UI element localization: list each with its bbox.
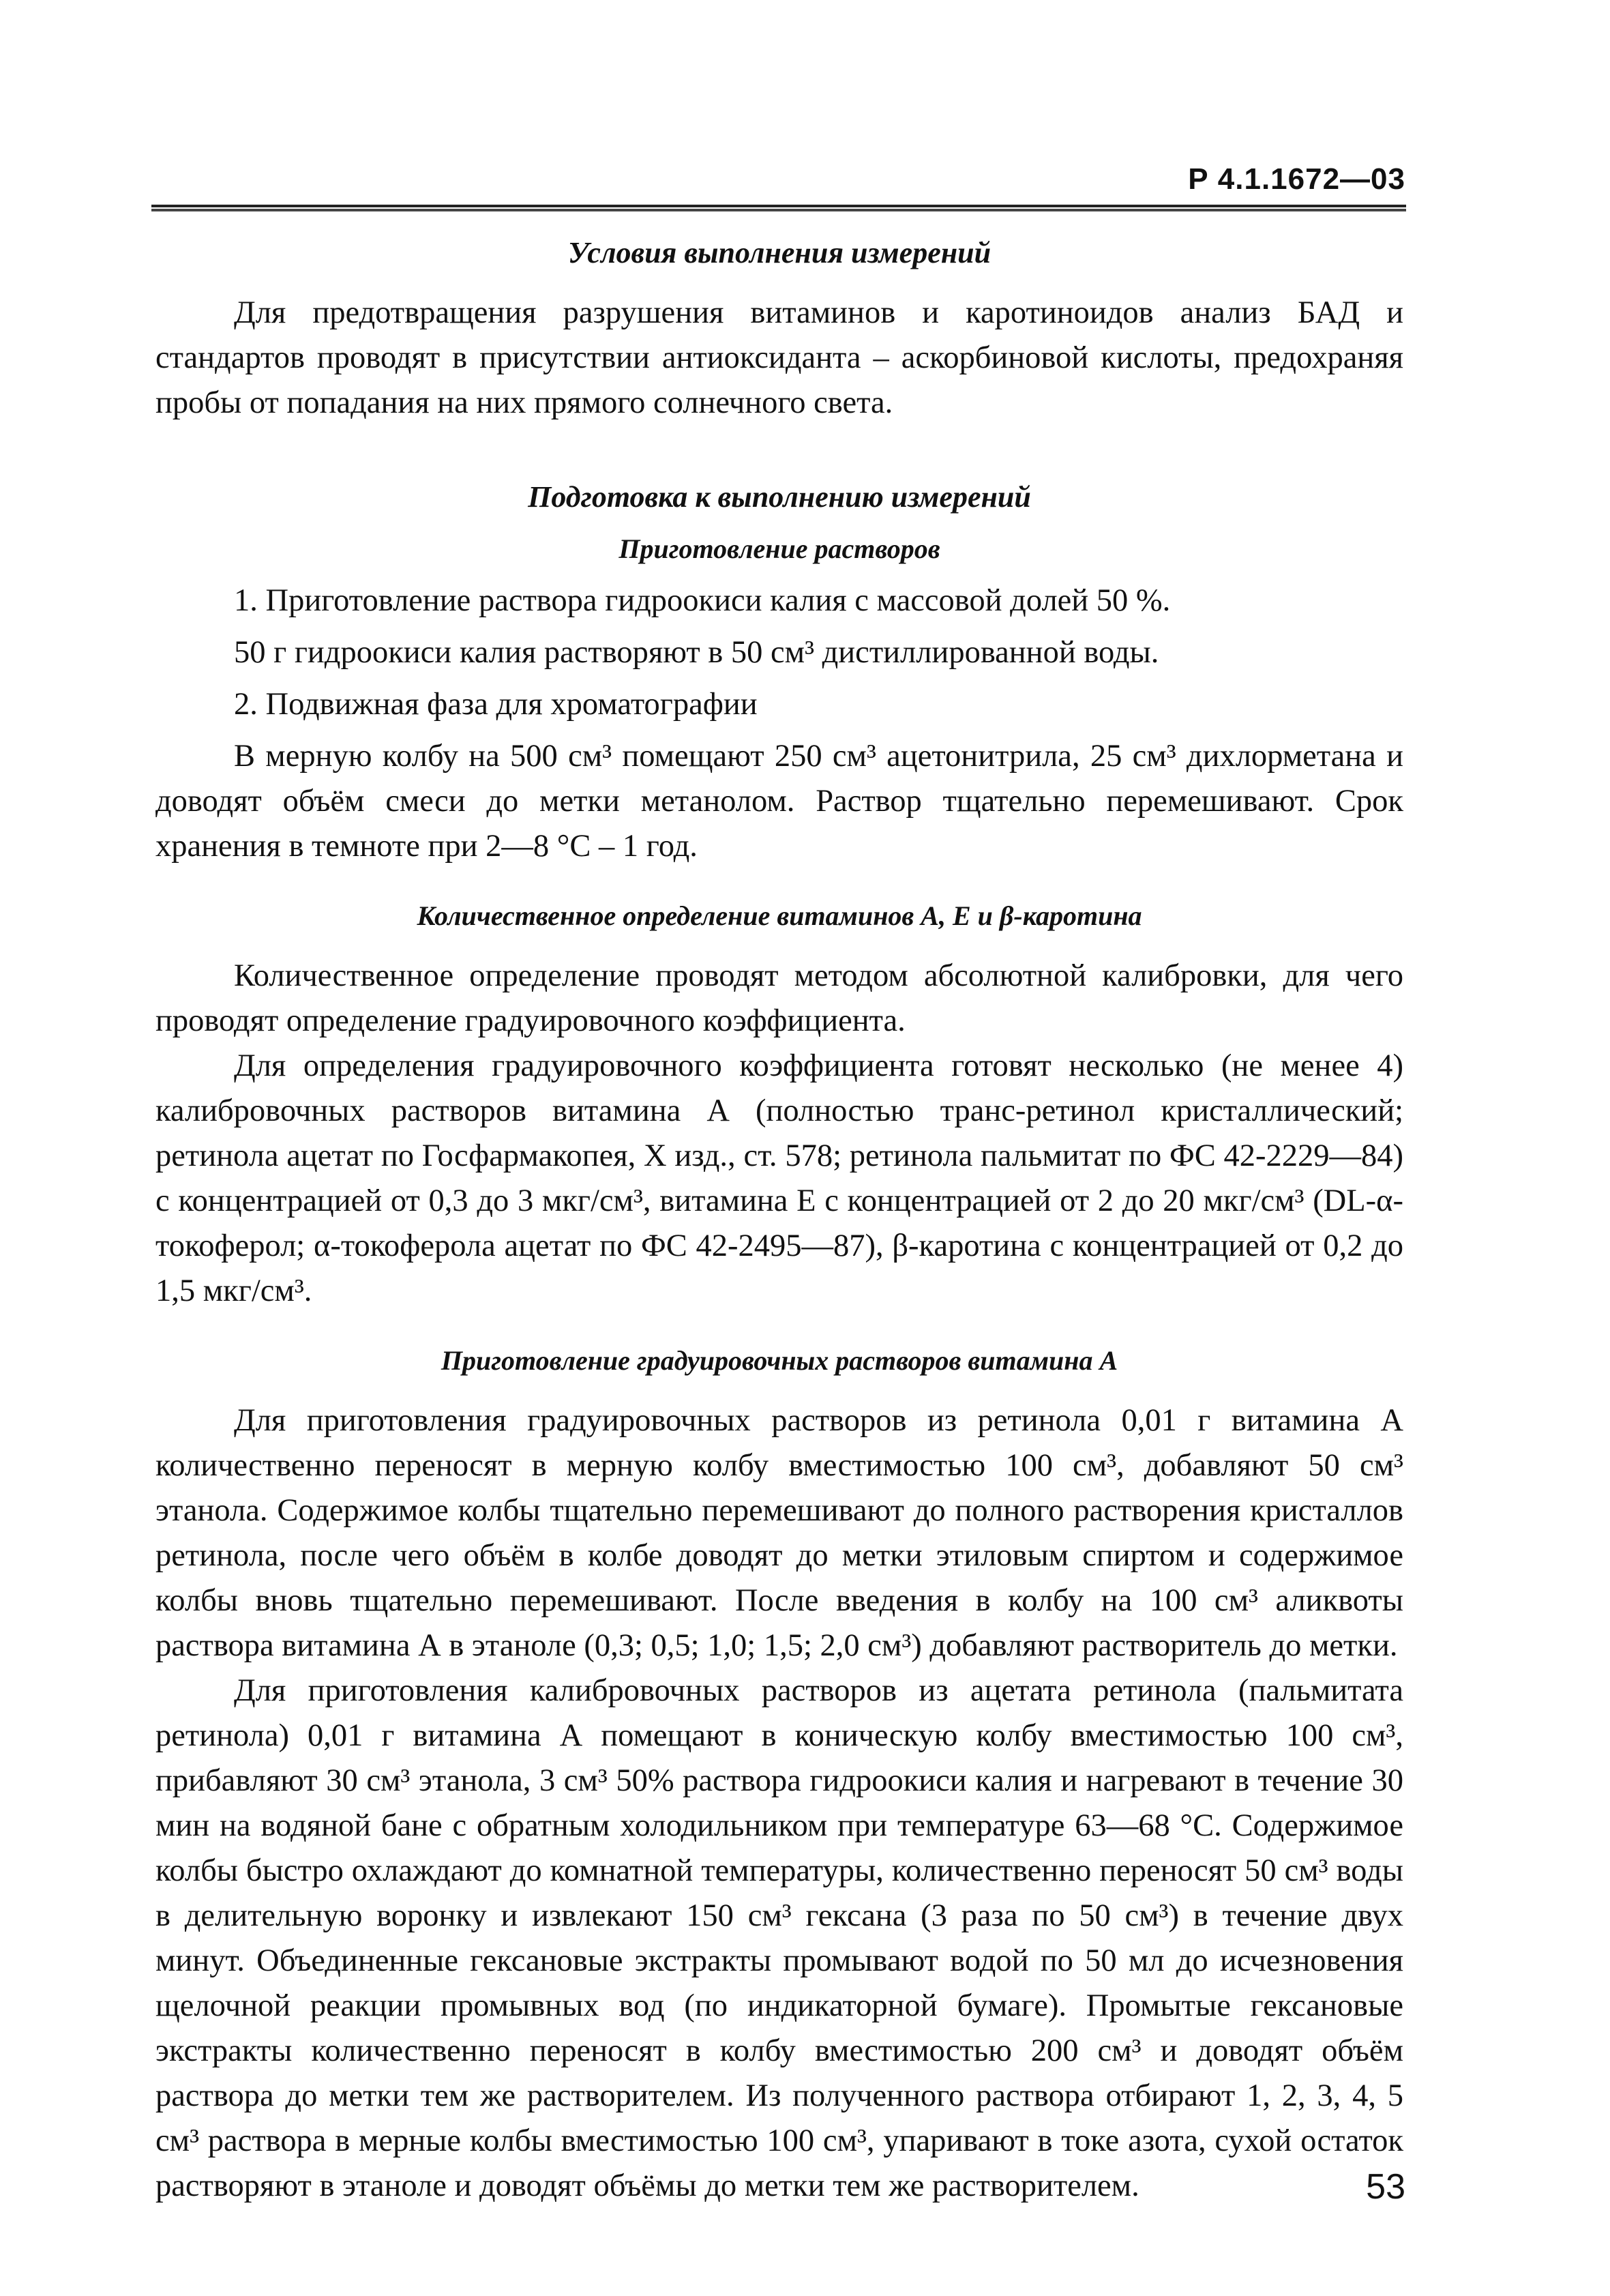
section-heading-conditions: Условия выполнения измерений: [567, 236, 992, 269]
paragraph: Для определения градуировочного коэффициента готовят несколько (не менее 4) калибровочных растворов витамина А (полностью транс-ретинол кристаллический; ретинола ацетат по Госфармакопея, Х изд., ст. 578; ретинола пальмитат по ФС 42-2229—84) с концентрацией от 0,3 до 3 мкг/см³, витамина Е с концентрацией от 2 до 20 мкг/см³ (DL-α-токоферол; α-токоферола ацетат по ФС 42-2495—87), β-каротина с концентрацией от 0,2 до 1,5 мкг/см³.: [155, 1048, 1403, 1308]
section-heading-quantitative: Количественное определение витаминов А, Е и β-каротина: [417, 900, 1142, 931]
paragraph: Для приготовления градуировочных растворов из ретинола 0,01 г витамина А количественно переносят в мерную колбу вместимостью 100 см³, добавляют 50 см³ этанола. Содержимое колбы тщательно перемешивают до полного растворения кристаллов ретинола, после чего объём в колбе доводят до метки этиловым спиртом и содержимое колбы вновь тщательно перемешивают. После введения в колбу на 100 см³ аликвоты раствора витамина А в этаноле (0,3; 0,5; 1,0; 1,5; 2,0 см³) добавляют растворитель до метки.: [155, 1403, 1403, 1663]
header-rule: [151, 205, 1406, 211]
paragraph: 50 г гидроокиси калия растворяют в 50 см³ дистиллированной воды.: [234, 635, 1159, 670]
paragraph: В мерную колбу на 500 см³ помещают 250 см³ ацетонитрила, 25 см³ дихлорметана и доводят объём смеси до метки метанолом. Раствор тщательно перемешивают. Срок хранения в темноте при 2—8 °С – 1 год.: [155, 739, 1403, 864]
page-number: 53: [1366, 2167, 1405, 2207]
paragraph: 2. Подвижная фаза для хроматографии: [234, 687, 758, 722]
section-heading-calibration-solutions: Приготовление градуировочных растворов витамина А: [441, 1345, 1118, 1376]
page-body: [155, 225, 1403, 2209]
section-heading-preparation: Подготовка к выполнению измерений: [528, 480, 1031, 514]
subheading-solutions: Приготовление растворов: [618, 533, 940, 564]
document-code: Р 4.1.1672—03: [1188, 162, 1405, 196]
paragraph: Для предотвращения разрушения витаминов и каротиноидов анализ БАД и стандартов проводят в присутствии антиоксиданта – аскорбиновой кислоты, предохраняя пробы от попадания на них прямого солнечного света.: [155, 295, 1403, 420]
paragraph: Количественное определение проводят методом абсолютной калибровки, для чего проводят определение градуировочного коэффициента.: [155, 958, 1403, 1038]
paragraph: Для приготовления калибровочных растворов из ацетата ретинола (пальмитата ретинола) 0,01 г витамина А помещают в коническую колбу вместимостью 100 см³, прибавляют 30 см³ этанола, 3 см³ 50% раствора гидроокиси калия и нагревают в течение 30 мин на водяной бане с обратным холодильником при температуре 63—68 °С. Содержимое колбы быстро охлаждают до комнатной температуры, количественно переносят 50 см³ воды в делительную воронку и извлекают 150 см³ гексана (3 раза по 50 см³) в течение двух минут. Объединенные гексановые экстракты промывают водой по 50 мл до исчезновения щелочной реакции промывных вод (по индикаторной бумаге). Промытые гексановые экстракты количественно переносят в колбу вместимостью 200 см³ и доводят объём раствора до метки тем же растворителем. Из полученного раствора отбирают 1, 2, 3, 4, 5 см³ раствора в мерные колбы вместимостью 100 см³, упаривают в токе азота, сухой остаток растворяют в этаноле и доводят объёмы до метки тем же растворителем.: [155, 1673, 1403, 2203]
paragraph: 1. Приготовление раствора гидроокиси калия с массовой долей 50 %.: [234, 583, 1171, 618]
